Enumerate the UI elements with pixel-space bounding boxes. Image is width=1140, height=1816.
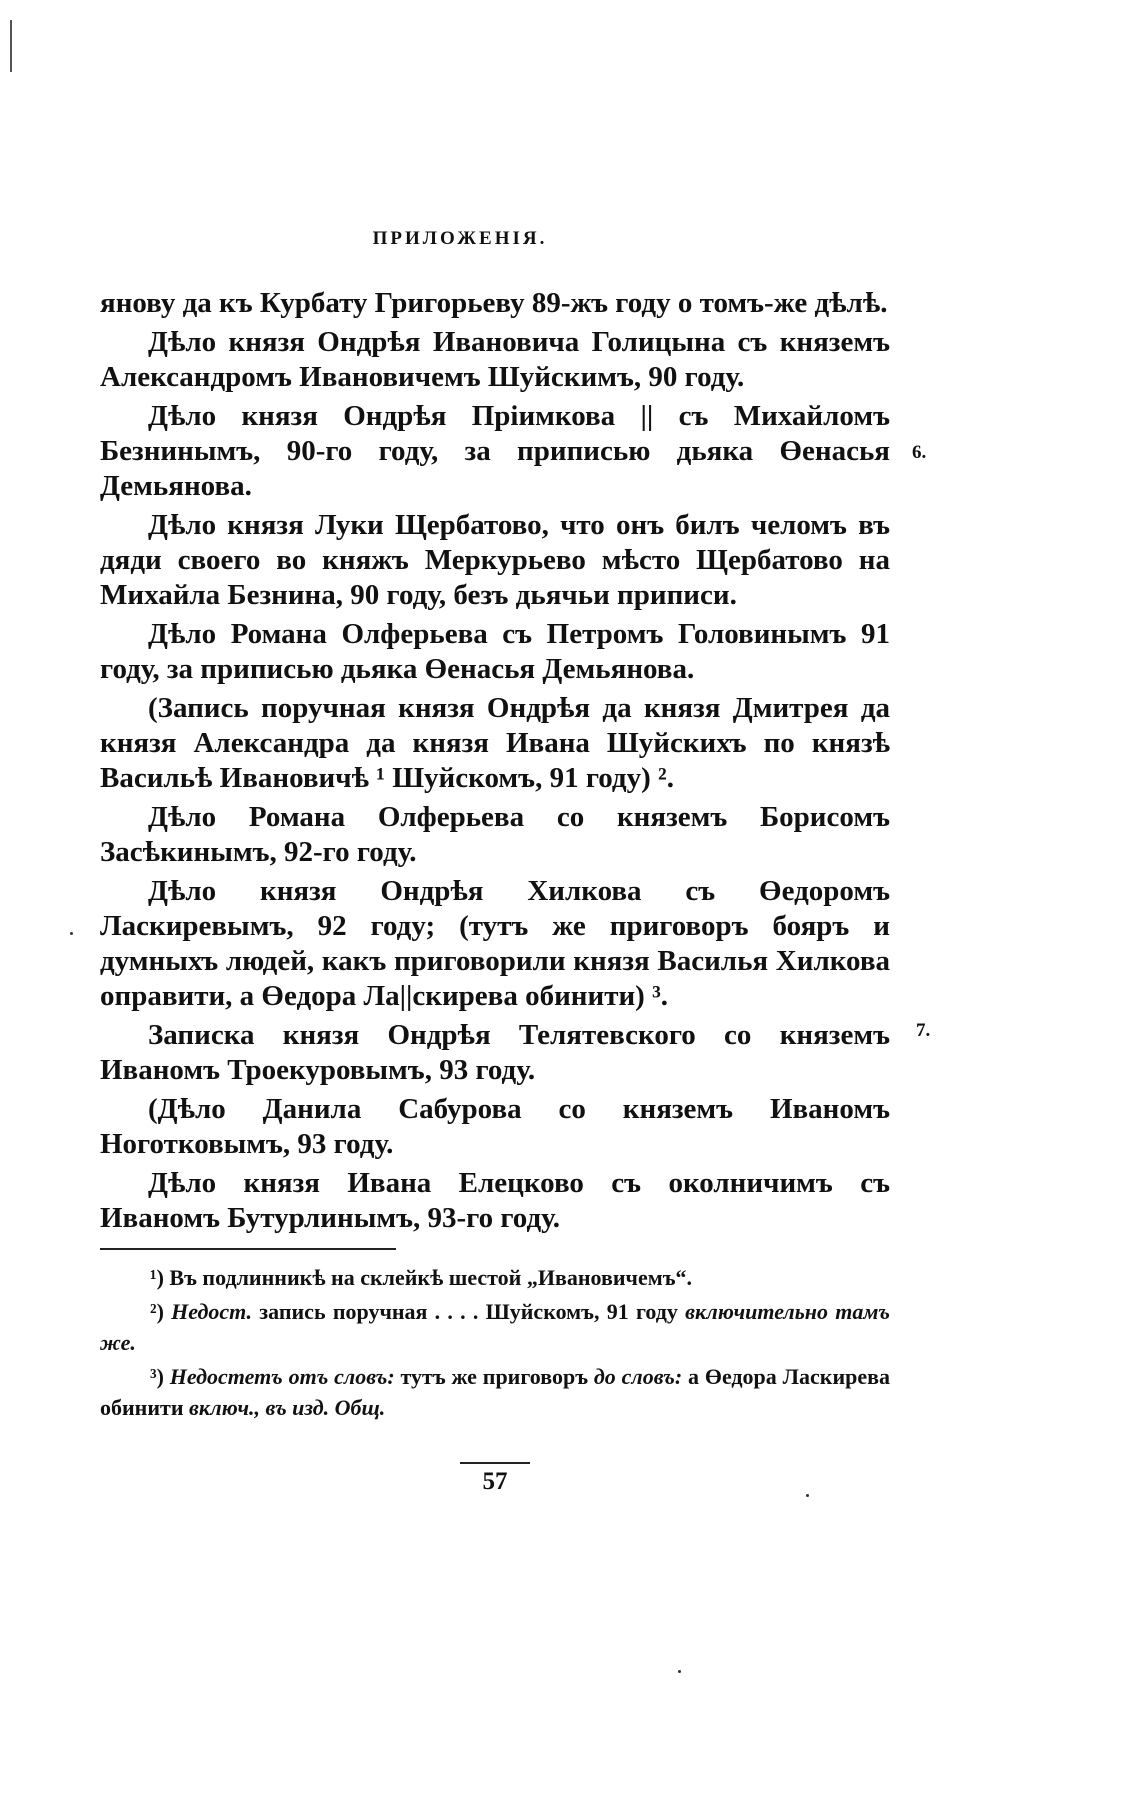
paragraph: Дѣло князя Ивана Елецково съ околничимъ съ Иваномъ Бутурлинымъ, 93-го году. (100, 1167, 890, 1234)
paragraph: (Дѣло Данила Сабурова со княземъ Иваномъ Ноготковымъ, 93 году. (100, 1093, 890, 1160)
footnote-1 (100, 1262, 890, 1293)
paragraph: Дѣло Романа Олферьева съ Петромъ Головинымъ 91 году, за приписью дьяка Өенасья Демьянова. (100, 618, 890, 685)
page-number: 57 (460, 1462, 530, 1496)
running-title: ПРИЛОЖЕНIЯ. (372, 228, 548, 249)
ink-speck (806, 1494, 809, 1497)
ink-speck (70, 932, 73, 935)
footnote-text: Въ подлинникѣ на склейкѣ шестой „Ивановичемъ“. (169, 1265, 693, 1290)
scan-edge-line (10, 20, 12, 72)
footnote-text: тутъ же приговоръ (400, 1364, 589, 1389)
footnote-divider (100, 1248, 396, 1250)
paragraph: Дѣло князя Луки Щербатово, что онъ билъ челомъ въ дяди своего во княжъ Меркурьево мѣсто Щербатово на Михайла Безнина, 90 году, безъ дьячьи приписи. (100, 509, 890, 611)
paragraph: Записка князя Ондрѣя Телятевского со княземъ Иваномъ Троекуровымъ, 93 году. (100, 1019, 890, 1086)
footnote-text: а Өедора Ласкирева обинити (100, 1364, 891, 1420)
footnote-italic: до словъ: (593, 1364, 683, 1389)
footnote-italic: включительно тамъ же. (100, 1299, 890, 1355)
paragraph: (Запись поручная князя Ондрѣя да князя Дмитрея да князя Александра да князя Ивана Шуйскихъ по князѣ Васильѣ Ивановичѣ ¹ Шуйскомъ, 91 году) ². (100, 692, 890, 794)
paragraph: Дѣло Романа Олферьева со княземъ Борисомъ Засѣкинымъ, 92-го году. (100, 801, 890, 868)
footnote-3 (100, 1361, 890, 1423)
margin-number-6: 6. (912, 442, 927, 463)
footnote-mark: ¹) (150, 1265, 164, 1290)
footnote-italic: Недост. (171, 1299, 253, 1324)
paragraph: Дѣло князя Ондрѣя Хилкова съ Өедоромъ Ласкиревымъ, 92 году; (тутъ же приговоръ бояръ и думныхъ людей, какъ приговорили князя Василья Хилкова оправити, а Өедора Ла||скирева обинити) ³. (100, 875, 890, 1012)
paragraph: Дѣло князя Ондрѣя Ивановича Голицына съ княземъ Александромъ Ивановичемъ Шуйскимъ, 90 году. (100, 326, 890, 393)
paragraph: янову да къ Курбату Григорьеву 89-жъ году о томъ-же дѣлѣ. (100, 287, 888, 319)
main-text (100, 286, 890, 1240)
paragraph: Дѣло князя Ондрѣя Пріимкова || съ Михайломъ Безнинымъ, 90-го году, за приписью дьяка Өенасья Демьянова. (100, 400, 890, 502)
footnote-mark: ²) (150, 1299, 164, 1324)
footnote-italic: Недостетъ отъ словъ: (169, 1364, 395, 1389)
footnote-mark: ³) (150, 1364, 164, 1389)
footnote-italic: включ., въ изд. Общ. (189, 1395, 386, 1420)
footnote-2 (100, 1296, 890, 1358)
margin-number-7: 7. (916, 1020, 931, 1041)
ink-speck (678, 1670, 681, 1673)
footnotes (100, 1262, 890, 1426)
footnote-text: запись поручная . . . . Шуйскомъ, 91 году (259, 1299, 678, 1324)
